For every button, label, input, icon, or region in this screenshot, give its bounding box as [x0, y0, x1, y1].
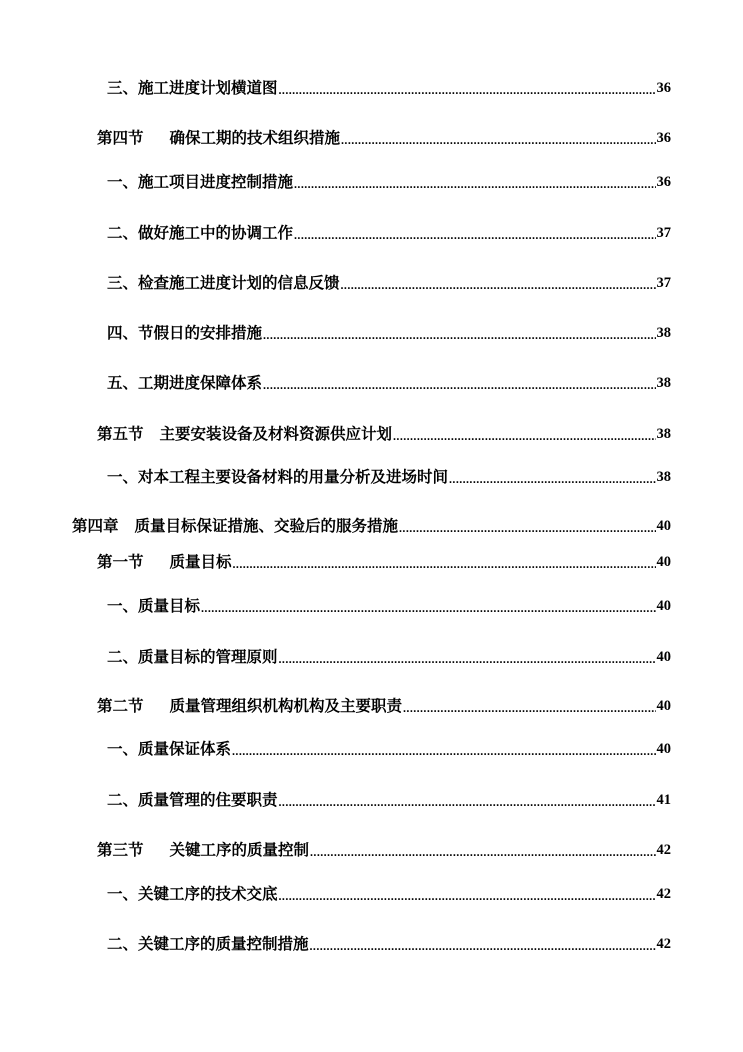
toc-entry-prefix: 第一节	[97, 552, 144, 571]
dot-leader	[393, 428, 655, 444]
toc-entry[interactable]	[107, 463, 671, 487]
dot-leader	[279, 651, 656, 667]
toc-entry-title: 施工项目进度控制措施	[138, 172, 294, 191]
toc-entry-title: 关键工序的质量控制措施	[138, 934, 309, 953]
toc-entry-title: 节假日的安排措施	[138, 323, 263, 342]
toc-entry-prefix: 四、	[107, 323, 139, 342]
toc-entry-title: 质量目标	[169, 552, 232, 571]
toc-entry[interactable]	[97, 836, 671, 860]
toc-entry[interactable]	[97, 420, 671, 444]
dot-leader	[449, 471, 655, 487]
toc-entry-title: 对本工程主要设备材料的用量分析及进场时间	[138, 467, 449, 486]
dot-leader	[399, 520, 655, 536]
toc-entry[interactable]	[107, 735, 671, 759]
toc-entry-title: 工期进度保障体系	[138, 373, 263, 392]
toc-entry-title: 质量目标	[138, 596, 201, 615]
dot-leader	[341, 132, 655, 148]
toc-entry-prefix: 五、	[107, 373, 139, 392]
dot-leader	[233, 556, 656, 572]
toc-entry[interactable]	[107, 592, 671, 616]
toc-entry-title: 确保工期的技术组织措施	[169, 128, 341, 147]
dot-leader	[279, 794, 656, 810]
toc-entry[interactable]	[107, 269, 671, 293]
toc-entry[interactable]	[107, 319, 671, 343]
dot-leader	[341, 277, 656, 293]
toc-entry[interactable]	[107, 786, 671, 810]
toc-page-number: 37	[656, 275, 671, 291]
toc-entry[interactable]	[107, 369, 671, 393]
toc-entry-prefix: 二、	[107, 647, 139, 666]
toc-entry[interactable]	[107, 219, 671, 243]
toc-entry-prefix: 三、	[107, 273, 139, 292]
toc-entry-prefix: 第五节	[97, 424, 144, 443]
toc-page-number: 38	[656, 469, 671, 485]
toc-entry[interactable]	[107, 74, 671, 98]
toc-page-number: 42	[656, 886, 671, 902]
toc-page-number: 40	[656, 698, 671, 714]
toc-entry[interactable]	[107, 643, 671, 667]
toc-page-number: 36	[656, 80, 671, 96]
toc-entry-prefix: 一、	[107, 739, 139, 758]
dot-leader	[310, 938, 656, 954]
dot-leader	[232, 743, 655, 759]
dot-leader	[403, 700, 655, 716]
toc-entry[interactable]	[97, 548, 671, 572]
toc-page-number: 36	[656, 174, 671, 190]
toc-entry[interactable]	[97, 692, 671, 716]
toc-entry-title: 质量目标保证措施、交验后的服务措施	[134, 516, 399, 535]
toc-entry-title: 质量管理组织机构机构及主要职责	[169, 696, 403, 715]
dot-leader	[263, 327, 655, 343]
dot-leader	[201, 600, 655, 616]
toc-entry[interactable]	[107, 168, 671, 192]
toc-entry-prefix: 第四章	[72, 516, 119, 535]
toc-entry-title: 关键工序的质量控制	[169, 840, 310, 859]
toc-page-number: 38	[656, 375, 671, 391]
toc-entry-title: 关键工序的技术交底	[138, 884, 278, 903]
toc-entry-prefix: 一、	[107, 596, 139, 615]
dot-leader	[279, 82, 656, 98]
toc-entry-prefix: 二、	[107, 934, 139, 953]
toc-page-number: 38	[656, 426, 671, 442]
toc-page-number: 41	[656, 792, 671, 808]
toc-entry[interactable]	[107, 880, 671, 904]
toc-page-number: 40	[656, 518, 671, 534]
toc-entry-prefix: 三、	[107, 78, 139, 97]
toc-page-number: 37	[656, 225, 671, 241]
toc-entry-prefix: 二、	[107, 223, 139, 242]
toc-page-number: 40	[656, 598, 671, 614]
toc-page-number: 40	[656, 649, 671, 665]
toc-entry-title: 质量保证体系	[138, 739, 232, 758]
dot-leader	[294, 176, 655, 192]
toc-page-number: 42	[656, 936, 671, 952]
toc-entry-prefix: 第三节	[97, 840, 144, 859]
toc-page-number: 38	[656, 325, 671, 341]
toc-entry[interactable]	[107, 930, 671, 954]
dot-leader	[263, 377, 655, 393]
dot-leader	[294, 227, 655, 243]
toc-page-number: 36	[656, 130, 671, 146]
toc-entry[interactable]	[72, 512, 671, 536]
toc-entry-prefix: 第四节	[97, 128, 144, 147]
toc-entry-title: 做好施工中的协调工作	[138, 223, 294, 242]
toc-entry-title: 检查施工进度计划的信息反馈	[138, 273, 340, 292]
toc-entry-title: 施工进度计划横道图	[138, 78, 278, 97]
toc-entry-prefix: 第二节	[97, 696, 144, 715]
toc-entry-title: 主要安装设备及材料资源供应计划	[159, 424, 393, 443]
toc-page-number: 40	[656, 554, 671, 570]
toc-entry-prefix: 一、	[107, 467, 139, 486]
toc-page-number: 42	[656, 842, 671, 858]
toc-entry-prefix: 一、	[107, 172, 139, 191]
dot-leader	[279, 888, 656, 904]
toc-entry-prefix: 二、	[107, 790, 139, 809]
toc-page-number: 40	[656, 741, 671, 757]
toc-entry[interactable]	[97, 124, 671, 148]
dot-leader	[310, 844, 655, 860]
toc-entry-title: 质量管理的住要职责	[138, 790, 278, 809]
toc-entry-prefix: 一、	[107, 884, 139, 903]
toc-entry-title: 质量目标的管理原则	[138, 647, 278, 666]
